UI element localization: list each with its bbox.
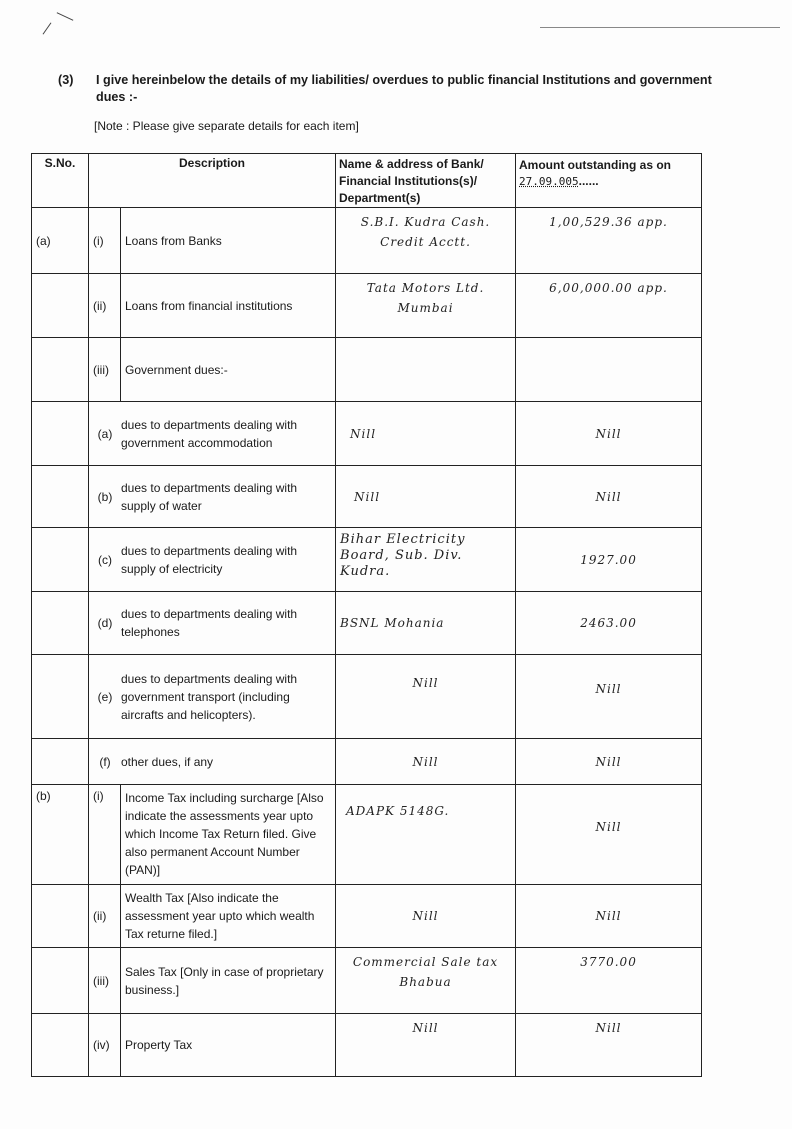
scan-mark: [57, 12, 74, 21]
row-bank: Commercial Sale tax Bhabua: [336, 948, 516, 1014]
row-sno: [32, 739, 89, 785]
row-number: (ii): [89, 274, 121, 338]
row-description: dues to departments dealing with government accommodation: [121, 417, 298, 450]
table-row: [32, 274, 702, 338]
row-description: other dues, if any: [121, 754, 214, 769]
row-amount: Nill: [516, 402, 702, 466]
row-sno: [32, 338, 89, 402]
row-number: (iii): [89, 338, 121, 402]
row-amount: Nill: [516, 885, 702, 948]
table-row: [32, 739, 702, 785]
row-number: (i): [89, 208, 121, 274]
row-letter: (c): [98, 552, 112, 567]
row-amount: 2463.00: [516, 592, 702, 655]
row-amount: Nill: [516, 1014, 702, 1077]
row-description: Loans from financial institutions: [121, 274, 336, 338]
row-letter: (d): [97, 616, 113, 630]
header-amount-prefix: Amount outstanding as on: [519, 158, 672, 172]
row-sno: [32, 402, 89, 466]
row-letter: (a): [97, 426, 113, 441]
row-amount: 1927.00: [516, 528, 702, 592]
scan-mark: [43, 22, 52, 34]
row-letter: (e): [97, 689, 113, 704]
row-description: Government dues:-: [121, 338, 336, 402]
row-description-cell: [89, 592, 336, 655]
row-amount: Nill: [516, 739, 702, 785]
table-row: [32, 338, 702, 402]
row-sno: [32, 466, 89, 528]
row-bank: Nill: [336, 739, 516, 785]
header-amount-date: 27.09.005: [519, 175, 579, 188]
row-bank: Nill: [336, 885, 516, 948]
table-row: [32, 466, 702, 528]
table-row: [32, 592, 702, 655]
row-sno: [32, 528, 89, 592]
row-number: (i): [89, 785, 121, 885]
table-row: [32, 528, 702, 592]
section-heading-text: I give hereinbelow the details of my liabilities/ overdues to public financial Institutions and government dues :-: [96, 73, 712, 104]
row-sno: [32, 885, 89, 948]
scan-mark: [540, 27, 780, 28]
row-description-cell: [89, 402, 336, 466]
section-note: [Note : Please give separate details for each item]: [94, 119, 359, 133]
row-amount: Nill: [516, 466, 702, 528]
row-letter: (f): [99, 754, 111, 769]
table-row: [32, 208, 702, 274]
row-amount: 6,00,000.00 app.: [516, 274, 702, 338]
row-bank: Nill: [336, 402, 516, 466]
header-amount-dots: ......: [578, 174, 599, 188]
row-number: (iii): [89, 948, 121, 1014]
header-bank: Name & address of Bank/ Financial Institutions(s)/ Department(s): [336, 154, 516, 208]
row-sno: [32, 1014, 89, 1077]
row-bank: [336, 338, 516, 402]
row-description: dues to departments dealing with supply of water: [121, 480, 298, 513]
row-bank: Nill: [336, 1014, 516, 1077]
row-sno: [32, 948, 89, 1014]
row-number: (iv): [89, 1014, 121, 1077]
table-row: [32, 655, 702, 739]
row-sno: [32, 592, 89, 655]
section-number: (3): [58, 73, 74, 87]
row-bank: Tata Motors Ltd. Mumbai: [336, 274, 516, 338]
header-amount: [516, 154, 702, 208]
row-bank: Bihar Electricity Board, Sub. Div. Kudra.: [336, 528, 516, 592]
table-row: [32, 948, 702, 1014]
liabilities-table: [31, 153, 702, 1077]
row-description-cell: [89, 655, 336, 739]
row-number: (ii): [89, 885, 121, 948]
row-bank: BSNL Mohania: [336, 592, 516, 655]
row-bank: Nill: [336, 466, 516, 528]
row-amount: Nill: [516, 655, 702, 739]
row-description: Wealth Tax [Also indicate the assessment year upto which wealth Tax returne filed.]: [121, 885, 336, 948]
row-description: Sales Tax [Only in case of proprietary business.]: [121, 948, 336, 1014]
row-sno: (a): [32, 208, 89, 274]
row-description-cell: [89, 528, 336, 592]
row-description: dues to departments dealing with government transport (including aircrafts and helicopters).: [121, 671, 298, 722]
table-header-row: [32, 154, 702, 208]
row-sno: (b): [32, 785, 89, 885]
row-bank: Nill: [336, 655, 516, 739]
table-row: [32, 1014, 702, 1077]
row-bank: ADAPK 5148G.: [336, 785, 516, 885]
table-row: [32, 785, 702, 885]
row-description-cell: [89, 739, 336, 785]
row-letter: (b): [97, 489, 113, 504]
header-sno: S.No.: [32, 154, 89, 208]
header-description: Description: [89, 154, 336, 208]
table-row: [32, 402, 702, 466]
row-amount: 1,00,529.36 app.: [516, 208, 702, 274]
row-description: Income Tax including surcharge [Also indicate the assessments year upto which Income Tax Return filed. Give also permanent Account Number (PAN)]: [121, 785, 336, 885]
row-amount: Nill: [516, 785, 702, 885]
row-sno: [32, 655, 89, 739]
row-description: dues to departments dealing with telephones: [121, 607, 298, 639]
row-amount: [516, 338, 702, 402]
table-row: [32, 885, 702, 948]
row-sno: [32, 274, 89, 338]
row-description: dues to departments dealing with supply of electricity: [121, 543, 298, 576]
row-description: Property Tax: [121, 1014, 336, 1077]
row-description: Loans from Banks: [121, 208, 336, 274]
row-description-cell: [89, 466, 336, 528]
row-amount: 3770.00: [516, 948, 702, 1014]
row-bank: S.B.I. Kudra Cash. Credit Acctt.: [336, 208, 516, 274]
